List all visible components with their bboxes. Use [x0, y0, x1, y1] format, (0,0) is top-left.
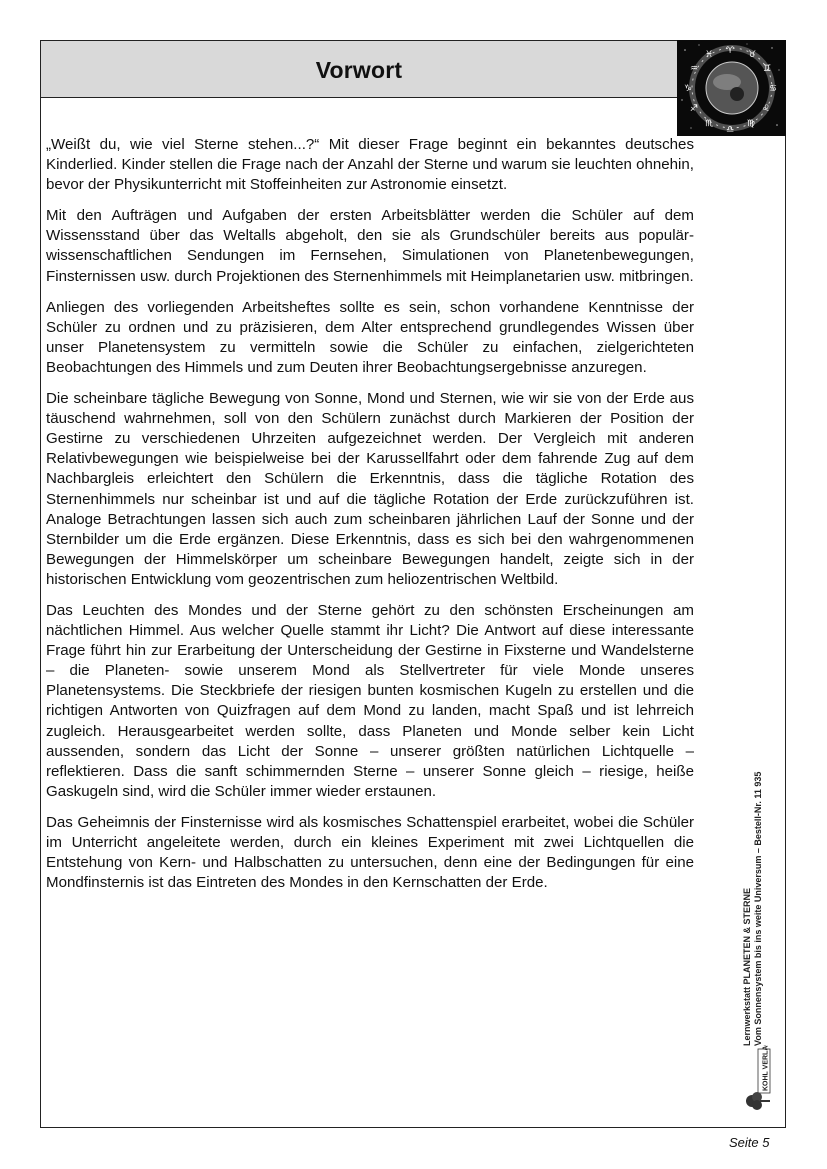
side-credits — [742, 716, 776, 1046]
paragraph: „Weißt du, wie viel Sterne stehen...?“ Mit dieser Frage beginnt ein bekanntes deutsches Kinderlied. Kinder stellen die Frage nach der Anzahl der Sterne und warum sie leuchten ohnehin, bevor der Physikunterricht mit Stoffeinheiten zur Astronomie einsetzt. — [46, 136, 694, 194]
paragraph: Die scheinbare tägliche Bewegung von Sonne, Mond und Sternen, wie wir sie von der Erde aus täuschend wahrnehmen, soll von den Schülern zunächst durch Markieren der Position der Gestirne zu verschiedenen Uhrzeiten aufgezeichnet werden. Der Vergleich mit anderen Relativbewegungen wie beispielweise bei der Karussellfahrt oder dem fahrende Zug auf dem Nachbargleis erleichtert den Schülern die Erkenntnis, dass die tägliche Rotation des Sternenhimmels nur scheinbar ist und auf die tägliche Rotation der Erde zurückzuführen ist. Analoge Betrachtungen lassen sich auch zum scheinbaren jährlichen Lauf der Sonne und der Sternbilder um die Erde ergänzen. Diese Erkenntnis, dass es sich bei den wahrgenommenen Bewegungen der Himmelskörper um scheinbare Bewegungen handelt, zeigte sich in der historischen Entwicklung vom geozentrischen zum heliozentrischen Weltbild. — [46, 390, 694, 588]
svg-text:♑: ♑ — [684, 84, 693, 94]
svg-text:♈: ♈ — [726, 46, 735, 56]
svg-text:♏: ♏ — [705, 119, 714, 129]
foreword-body — [46, 135, 694, 904]
svg-text:♒: ♒ — [690, 64, 699, 74]
svg-text:♓: ♓ — [705, 50, 714, 60]
svg-text:♐: ♐ — [690, 104, 699, 114]
paragraph: Anliegen des vorliegenden Arbeitsheftes sollte es sein, schon vorhandene Kenntnisse der Schüler zu ordnen und zu präzisieren, dem Alter entsprechend grundlegendes Wissen über unser Planetensystem zu vermitteln sowie die Schüler zu einfachen, zielgerichteten Beobachtungen des Himmels und zum Deuten ihrer Beobachtungsergebnisse anzuregen. — [46, 298, 694, 376]
page-number: Seite 5 — [729, 1135, 770, 1150]
publisher-logo-graphic — [744, 1045, 778, 1115]
paragraph: Mit den Aufträgen und Aufgaben der ersten Arbeitsblätter werden die Schüler auf dem Wissensstand über das Weltalls abgeholt, den sie als Grundschüler bereits aus populärwissenschaftlichen Sendungen im Fernsehen, Simulationen von Planetenbewegungen, Finsternissen usw. durch Projektionen des Sternenhimmels mit Heimplanetarien usw. mitbringen. — [46, 207, 694, 285]
paragraph: Das Leuchten des Mondes und der Sterne gehört zu den schönsten Erscheinungen am nächtlichen Himmel. Aus welcher Quelle stammt ihr Licht? Die Antwort auf diese interessante Frage führt hin zur Erarbeitung der Unterscheidung der Gestirne in Fixsterne und Wandelsterne – die Planeten- sowie unserem Mond als Stellvertreter für viele Monde unseres Planetensystems. Die Steckbriefe der riesigen bunten kosmischen Kugeln zu erstellen und die richtigen Antworten von Quizfragen auf dem Mond zu landen, macht Spaß und ist lehrreich zugleich. Herausgearbeitet werden sollte, dass Planeten und Monde selber kein Licht aussenden, sondern das Licht der Sonne – unserer größten natürlichen Lichtquelle – reflektieren. Dass die sanft schimmernden Sterne – unserer Sonne gleich – riesige, heiße Gaskugeln sind, wird die Schüler immer wieder erstaunen. — [46, 601, 694, 800]
svg-text:♍: ♍ — [747, 119, 756, 129]
side-credit-line: Vom Sonnensystem bis ins weite Universum – Bestell-Nr. 11 935 — [753, 771, 763, 1046]
header-bar — [41, 41, 677, 98]
page-title: Vorwort — [315, 56, 403, 83]
zodiac-wheel-icon — [677, 40, 786, 136]
svg-text:♋: ♋ — [769, 84, 778, 94]
svg-text:♉: ♉ — [748, 50, 757, 60]
kohl-verlag-tree-logo — [744, 1045, 778, 1115]
paragraph: Das Geheimnis der Finsternisse wird als kosmisches Schattenspiel erarbeitet, wobei die Schüler im Unterricht angeleitete werden, durch ein kleines Experiment mit zwei Lichtquellen die Entstehung von Kern- und Halbschatten zu untersuchen, denn eine der Bedingungen für eine Mondfinsternis ist das Eintreten des Mondes in den Kernschatten der Erde. — [46, 813, 694, 892]
svg-text:♌: ♌ — [762, 104, 771, 114]
svg-text:♊: ♊ — [763, 64, 772, 74]
svg-text:♎: ♎ — [726, 125, 735, 135]
side-credit-line: Lernwerkstatt PLANETEN & STERNE — [742, 887, 752, 1046]
publisher-name: KOHL VERLAG — [762, 1045, 770, 1091]
